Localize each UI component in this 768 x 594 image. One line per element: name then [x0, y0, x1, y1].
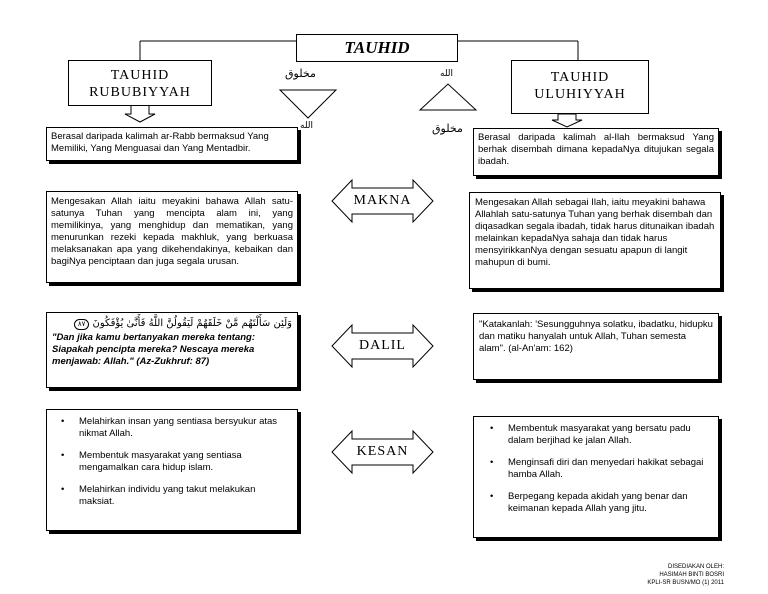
uluhiyyah-line2: ULUHIYYAH [534, 87, 626, 102]
rububiyyah-dalil [46, 312, 298, 388]
uluhiyyah-kesan [473, 416, 719, 538]
dalil-label: DALIL [359, 338, 406, 353]
rububiyyah-makna-text: Mengesakan Allah iaitu meyakini bahawa Allah satu-satunya Tuhan yang mencipta alam ini, yang memilikinya, yang menghidup dan mematikan, yang menurunkan rezeki kepada makhluk, yang berkuasa melaksanakan apa yang dikehendakinya, kebaikan dan bagiNya penciptaan dan juga segala urusan. [51, 196, 293, 267]
kesan-label: KESAN [356, 444, 409, 459]
rububiyyah-header [68, 60, 212, 106]
list-item: • Berpegang kepada akidah yang benar dan keimanan kepada Allah yang jitu. [508, 491, 714, 515]
dalil-arabic-verse [52, 317, 292, 330]
uluhiyyah-header [511, 60, 649, 114]
uluhiyyah-dalil [473, 313, 719, 380]
rububiyyah-line1: TAUHID [110, 68, 170, 83]
left-down-arrow [125, 105, 155, 122]
rububiyyah-definition [46, 127, 298, 161]
rububiyyah-line2: RUBUBIYYAH [89, 85, 191, 100]
rububiyyah-definition-text: Berasal daripada kalimah ar-Rabb bermaksud Yang Memiliki, Yang Menguasai dan Yang Mentadbir. [51, 131, 269, 154]
footer-line3: KPLI-SR BUSN/MO (1) 2011 [647, 580, 724, 586]
uluhiyyah-kesan-list [480, 423, 714, 515]
page-title: TAUHID [344, 38, 410, 57]
rububiyyah-kesan-list [51, 416, 293, 508]
uluhiyyah-dalil-text: "Katakanlah: 'Sesungguhnya solatku, ibadatku, hidupku dan matiku hanyalah untuk Allah, Tuhan semesta alam". (al-An'am: 162) [479, 319, 713, 354]
verse-number: ٨٧ [77, 320, 86, 328]
footer-line2: HASIMAH BINTI BOSRI [659, 572, 724, 578]
label-allah-left-bottom: الله [300, 121, 314, 131]
uluhiyyah-line1: TAUHID [550, 70, 610, 85]
uluhiyyah-definition [473, 128, 719, 176]
label-makhluk-right-bottom: مخلوق [432, 122, 463, 135]
dalil-translation: "Dan jika kamu bertanyakan mereka tentang: Siapakah pencipta mereka? Nescaya mereka menjawab: Allah." (Az-Zukhruf: 87) [52, 332, 256, 367]
left-triangle [280, 90, 336, 118]
right-down-arrow [552, 114, 582, 127]
rububiyyah-makna [46, 191, 298, 283]
makna-label: MAKNA [353, 193, 412, 208]
right-triangle [420, 84, 476, 110]
list-item: • Menginsafi diri dan menyedari hakikat sebagai hamba Allah. [508, 457, 714, 481]
dalil-arabic-text: وَلَئِن سَأَلْتَهُم مَّنْ خَلَقَهُمْ لَيَقُولُنَّ اللَّهُ فَأَنَّىٰ يُؤْفَكُونَ [92, 318, 292, 329]
footer-line1: DISEDIAKAN OLEH: [667, 564, 724, 570]
uluhiyyah-makna-text: Mengesakan Allah sebagai Ilah, iaitu meyakini bahawa Allahlah satu-satunya Tuhan yang berhak disembah dan diqasadkan segala ibadah, tidak harus ditunaikan ibadah melainkan kepadaNya sahaja dan tidak harus mensyirikkanNya dengan sesuatu apapun di langit mahupun di bumi. [475, 197, 715, 268]
footer-credit [600, 563, 724, 587]
uluhiyyah-definition-text: Berasal daripada kalimah al-Ilah bermaksud Yang berhak disembah dimana kepadaNya ditujukan segala ibadah. [478, 132, 714, 167]
list-item: • Melahirkan insan yang sentiasa bersyukur atas nikmat Allah. [79, 416, 293, 440]
rububiyyah-kesan [46, 409, 298, 531]
title-box [296, 34, 458, 62]
list-item: • Melahirkan individu yang takut melakukan maksiat. [79, 484, 293, 508]
list-item: • Membentuk masyarakat yang sentiasa mengamalkan cara hidup islam. [79, 450, 293, 474]
label-makhluk-left-top: مخلوق [285, 67, 316, 80]
list-item: • Membentuk masyarakat yang bersatu padu dalam berjihad ke jalan Allah. [508, 423, 714, 447]
uluhiyyah-makna [469, 192, 721, 289]
label-allah-right-top: الله [440, 69, 454, 79]
verse-number-badge [74, 319, 90, 330]
